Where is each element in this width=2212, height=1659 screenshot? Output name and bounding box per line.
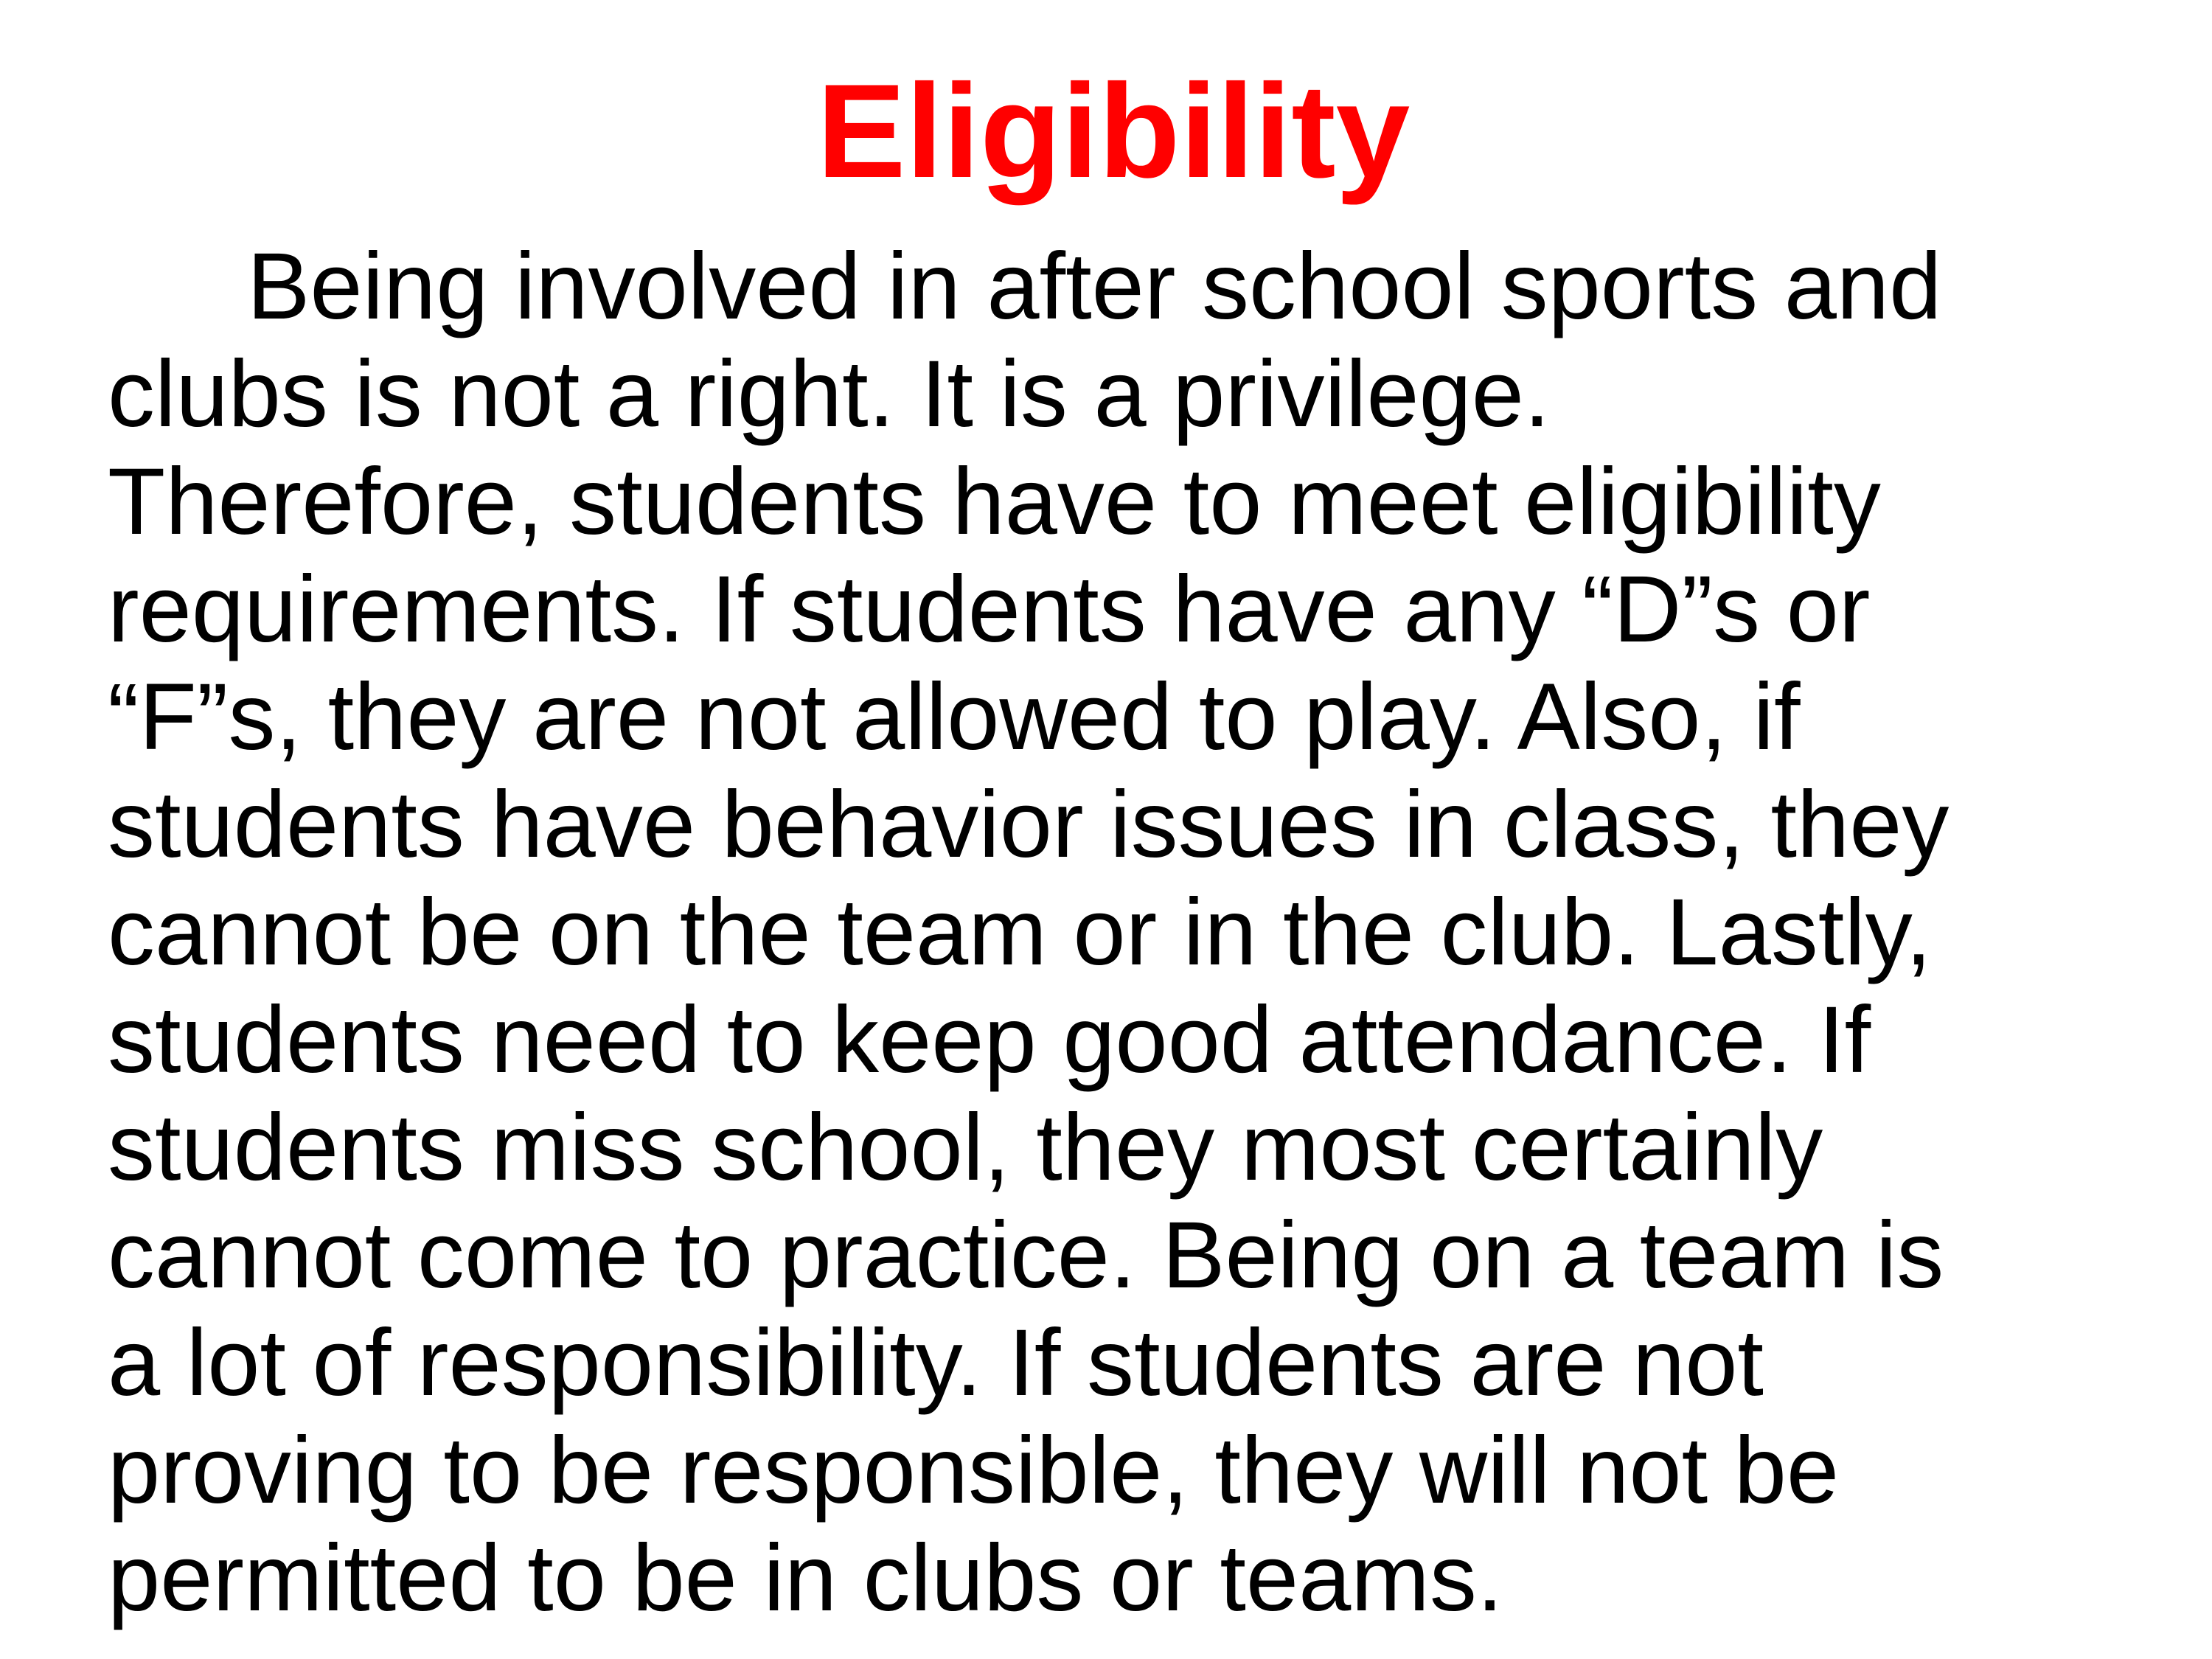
body-line: cannot be on the team or in the club. Lastly, [108, 880, 1932, 985]
body-line: students need to keep good attendance. If [108, 987, 1871, 1093]
body-line: permitted to be in clubs or teams. [108, 1526, 1503, 1631]
slide-body-text [108, 233, 2187, 1632]
body-line: students have behavior issues in class, they [108, 772, 1950, 877]
body-line: Being involved in after school sports and [247, 234, 1942, 339]
body-line: proving to be responsible, they will not be [108, 1418, 1840, 1523]
body-line: students miss school, they most certainly [108, 1095, 1823, 1200]
body-line: clubs is not a right. It is a privilege. [108, 341, 1551, 447]
body-line: Therefore, students have to meet eligibility [108, 449, 1881, 554]
body-line: “F”s, they are not allowed to play. Also, if [108, 664, 1801, 770]
body-line: a lot of responsibility. If students are not [108, 1310, 1764, 1416]
body-line: cannot come to practice. Being on a team is [108, 1203, 1944, 1308]
slide-title: Eligibility [816, 57, 1411, 206]
body-line: requirements. If students have any “D”s or [108, 557, 1871, 662]
